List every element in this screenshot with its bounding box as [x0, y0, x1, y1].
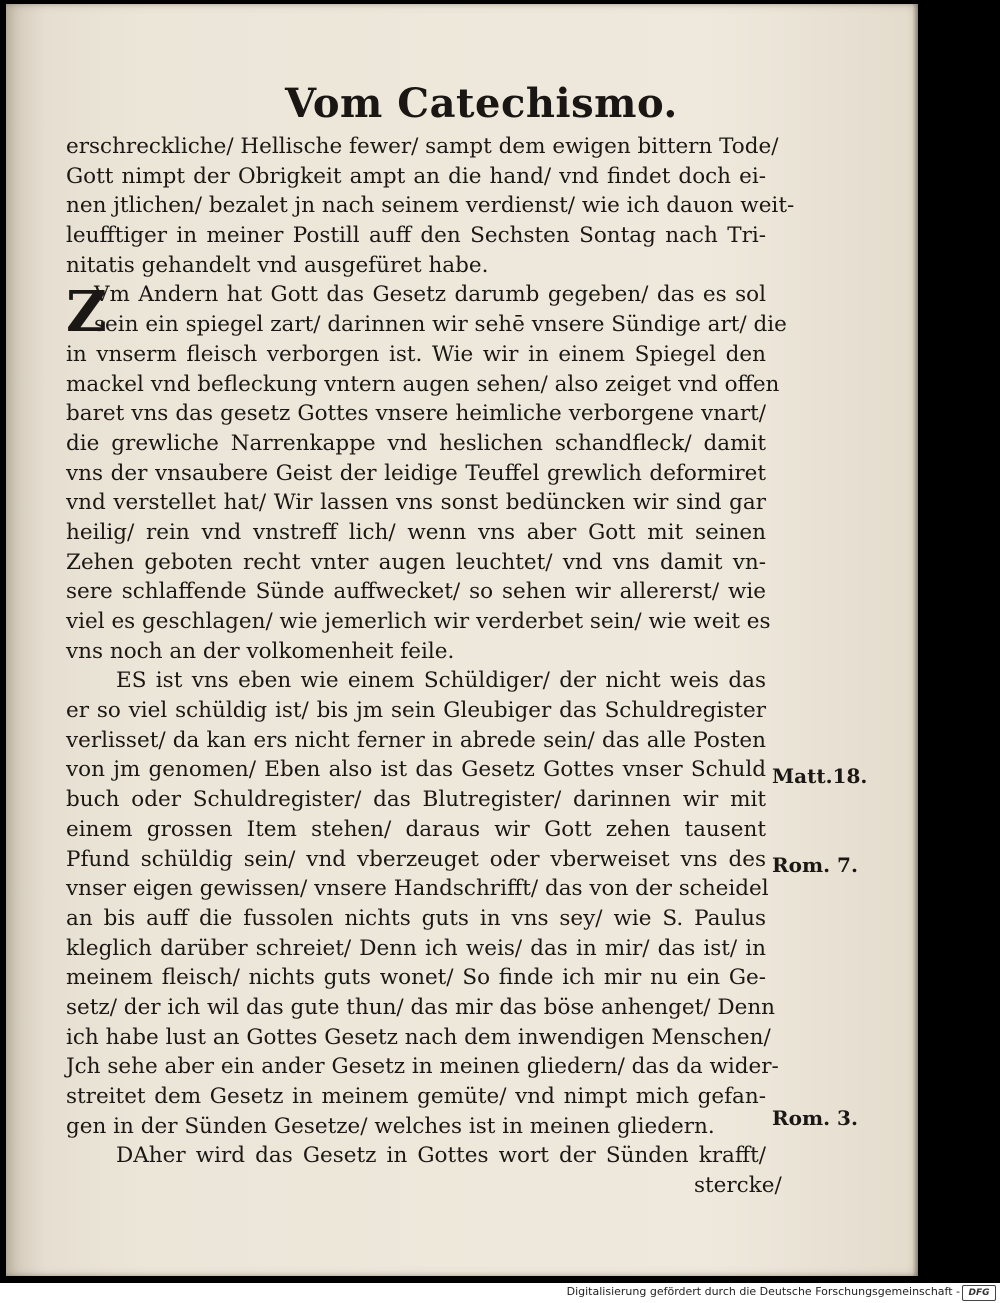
text-line: vnser eigen gewissen/ vnsere Handschrifft/ das von der scheidel	[66, 876, 769, 902]
drop-cap-initial: Z	[66, 279, 107, 345]
text-line: vns der vnsaubere Geist der leidige Teuffel grewlich deformiret	[66, 460, 766, 486]
text-line: Jch sehe aber ein ander Gesetz in meinen gliedern/ das da wider-	[66, 1054, 779, 1080]
text-line: setz/ der ich wil das gute thun/ das mir das böse anhenget/ Denn	[66, 994, 776, 1020]
text-line: leufftiger in meiner Postill auff den Sechsten Sontag nach Tri-	[66, 223, 766, 249]
text-line: sein ein spiegel zart/ darinnen wir sehē vnsere Sündige art/ die	[94, 312, 787, 338]
text-line: Vm Andern hat Gott das Gesetz darumb gegeben/ das es sol	[94, 282, 766, 308]
text-line: er so viel schüldig ist/ bis jm sein Gleubiger das Schuldregister	[66, 698, 766, 724]
marginal-note-rom3: Rom. 3.	[772, 1106, 858, 1130]
paragraph-1	[66, 132, 795, 280]
text-line: sere schlaffende Sünde auffwecket/ so sehen wir allererst/ wie	[66, 579, 766, 605]
text-line: baret vns das gesetz Gottes vnsere heimliche verborgene vnart/	[66, 401, 766, 427]
page-edge-shadow	[912, 4, 918, 1276]
marginal-note-matt: Matt.18.	[772, 764, 868, 788]
paragraph-3	[66, 666, 779, 1141]
text-line: nitatis gehandelt vnd ausgefüret habe.	[66, 252, 489, 278]
running-head: Vom Catechismo.	[285, 80, 678, 127]
paragraph-4	[66, 1141, 782, 1200]
text-line: verlisset/ da kan ers nicht ferner in abrede sein/ das alle Posten	[66, 727, 766, 753]
text-line: mackel vnd befleckung vntern augen sehen/ also zeiget vnd offen	[66, 371, 780, 397]
text-line: ich habe lust an Gottes Gesetz nach dem inwendigen Menschen/	[66, 1024, 771, 1050]
text-line: von jm genomen/ Eben also ist das Gesetz Gottes vnser Schuld	[66, 757, 766, 783]
text-line: meinem fleisch/ nichts guts wonet/ So finde ich mir nu ein Ge-	[66, 965, 766, 991]
text-line: nen jtlichen/ bezalet jn nach seinem verdienst/ wie ich dauon weit-	[66, 193, 795, 219]
marginal-note-rom7: Rom. 7.	[772, 853, 858, 877]
dfg-logo-icon: DFG	[962, 1285, 996, 1301]
catchword: stercke/	[694, 1173, 782, 1199]
text-line: an bis auff die fussolen nichts guts in vns sey/ wie S. Paulus	[66, 905, 766, 931]
text-line: erschreckliche/ Hellische fewer/ sampt dem ewigen bittern Tode/	[66, 134, 779, 159]
body-text	[66, 132, 795, 1201]
footer-bar	[0, 1283, 1000, 1303]
text-line: die grewliche Narrenkappe vnd heslichen schandfleck/ damit	[66, 430, 766, 456]
text-line: gen in der Sünden Gesetze/ welches ist in meinen gliedern.	[66, 1113, 715, 1139]
paragraph-2	[66, 280, 787, 666]
text-line: in vnserm fleisch verborgen ist. Wie wir in einem Spiegel den	[66, 341, 766, 367]
funding-notice: Digitalisierung gefördert durch die Deutsche Forschungsgemeinschaft -	[566, 1285, 960, 1298]
text-line: vnd verstellet hat/ Wir lassen vns sonst bedüncken wir sind gar	[66, 490, 766, 516]
text-line: kleglich darüber schreiet/ Denn ich weis/ das in mir/ das ist/ in	[66, 935, 766, 961]
text-line: DAher wird das Gesetz in Gottes wort der Sünden krafft/	[116, 1143, 766, 1169]
text-line: Gott nimpt der Obrigkeit ampt an die hand/ vnd findet doch ei-	[66, 163, 766, 189]
text-line: streitet dem Gesetz in meinem gemüte/ vnd nimpt mich gefan-	[66, 1084, 766, 1109]
text-line: ES ist vns eben wie einem Schüldiger/ der nicht weis das	[116, 668, 766, 694]
text-line: Zehen geboten recht vnter augen leuchtet/ vnd vns damit vn-	[66, 549, 766, 575]
text-line: Pfund schüldig sein/ vnd vberzeuget oder vberweiset vns des	[66, 846, 766, 872]
text-line: heilig/ rein vnd vnstreff lich/ wenn vns aber Gott mit seinen	[66, 519, 766, 545]
text-line: viel es geschlagen/ wie jemerlich wir verderbet sein/ wie weit es	[66, 609, 771, 634]
text-line: vns noch an der volkomenheit feile.	[66, 638, 455, 664]
text-line: einem grossen Item stehen/ daraus wir Gott zehen tausent	[66, 816, 766, 842]
text-line: buch oder Schuldregister/ das Blutregister/ darinnen wir mit	[66, 787, 766, 813]
